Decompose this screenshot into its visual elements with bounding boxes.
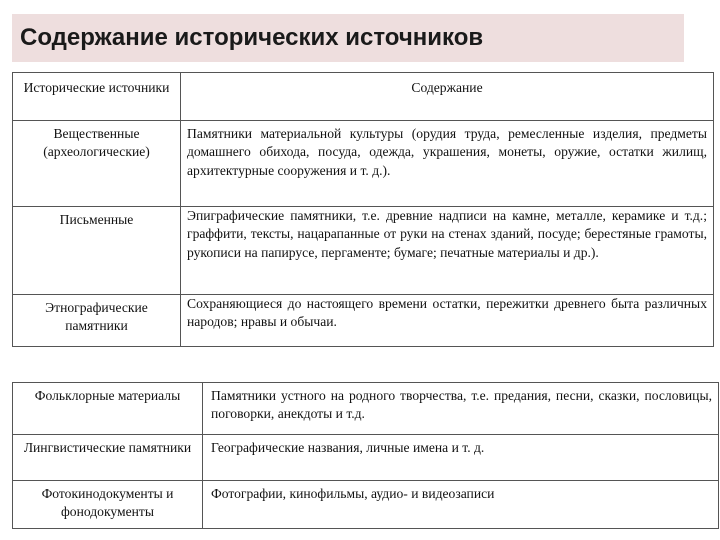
table-row xyxy=(13,383,719,435)
source-name: Фольклорные материалы xyxy=(13,383,203,435)
page-title: Содержание исторических источников xyxy=(20,24,484,51)
source-name: Письменные xyxy=(13,207,181,295)
source-name: Лингвистические памятники xyxy=(13,435,203,481)
table-row xyxy=(13,207,714,295)
sources-table-main xyxy=(12,72,714,347)
source-content: Эпиграфические памятники, т.е. древние надписи на камне, металле, керамике и т.д.; граффити, тексты, нацарапанные от руки на стенах зданий, посуде; берестяные грамоты, рукописи на папирусе, пергаменте; бумаге; печатные материалы и др.). xyxy=(181,207,714,295)
table-row xyxy=(13,481,719,529)
table-row xyxy=(13,295,714,347)
sources-table-additional xyxy=(12,382,719,529)
header-content: Содержание xyxy=(181,73,714,121)
source-name: Фотокинодокументы и фонодокументы xyxy=(13,481,203,529)
header-sources: Исторические источники xyxy=(13,73,181,121)
source-name: Вещественные (археологические) xyxy=(13,121,181,207)
source-name: Этнографические памятники xyxy=(13,295,181,347)
table-row xyxy=(13,435,719,481)
title-bar xyxy=(12,14,684,62)
source-content: Памятники устного на родного творчества, т.е. предания, песни, сказки, пословицы, поговорки, анекдоты и т.д. xyxy=(203,383,719,435)
source-content: Фотографии, кинофильмы, аудио- и видеозаписи xyxy=(203,481,719,529)
table-header-row xyxy=(13,73,714,121)
source-content: Сохраняющиеся до настоящего времени остатки, пережитки древнего быта различных народов; нравы и обычаи. xyxy=(181,295,714,347)
source-content: Географические названия, личные имена и т. д. xyxy=(203,435,719,481)
source-content: Памятники материальной культуры (орудия труда, ремесленные изделия, предметы домашнего обихода, посуда, одежда, украшения, монеты, оружие, остатки жилищ, архитектурные сооружения и т. д.). xyxy=(181,121,714,207)
table-row xyxy=(13,121,714,207)
